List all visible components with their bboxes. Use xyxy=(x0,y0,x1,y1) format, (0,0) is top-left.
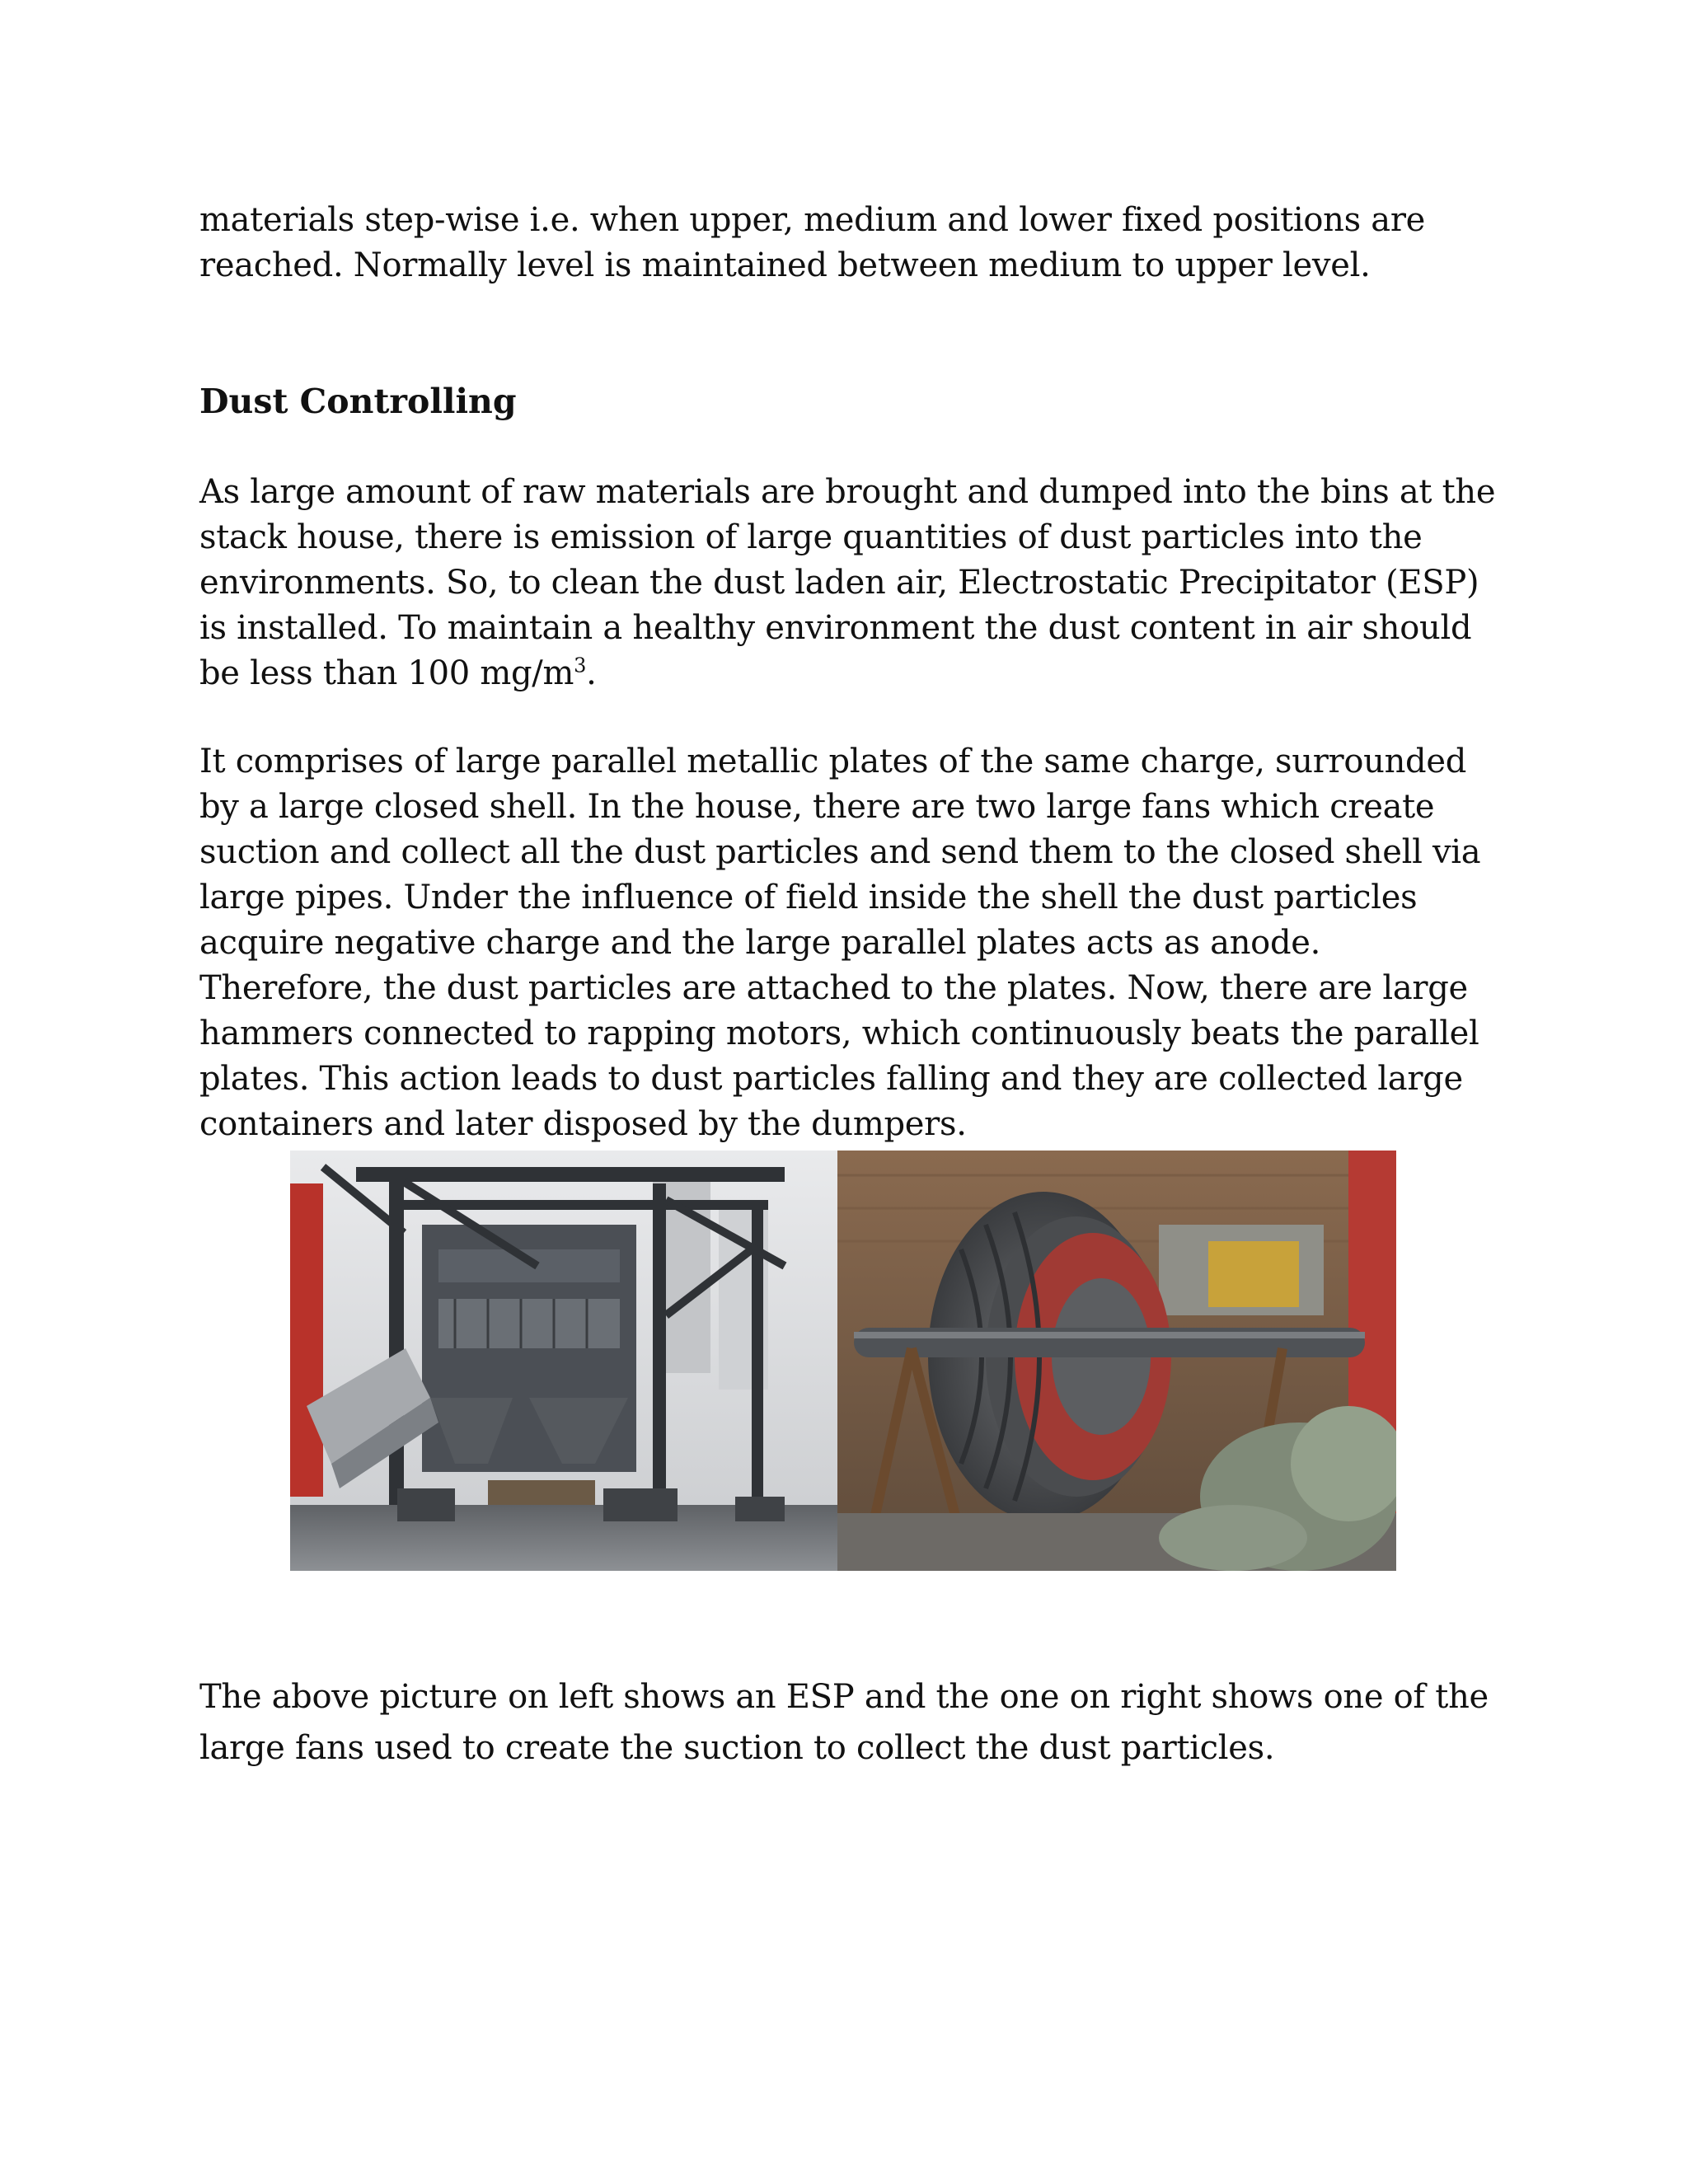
esp-structure-photo xyxy=(290,1151,837,1571)
paragraph-esp-intro-text: As large amount of raw materials are brought and dumped into the bins at the stack house, there is emission of large quantities of dust particles into the environments. So, to clean the dust laden air, Electrostatic Precipitator (ESP) is installed. To maintain a healthy environment the dust content in air should be less than 100 mg/m xyxy=(199,473,1496,692)
esp-structure-illustration xyxy=(290,1151,837,1571)
suction-fan-illustration xyxy=(837,1151,1396,1571)
section-heading: Dust Controlling xyxy=(199,382,517,421)
paragraph-esp-intro-end: . xyxy=(586,654,597,692)
figure-row xyxy=(290,1151,1396,1571)
paragraph-esp-intro xyxy=(199,470,1502,696)
figure-caption: The above picture on left shows an ESP and the one on right shows one of the large fans used to create the suction to collect the dust particles. xyxy=(199,1678,1489,1767)
intro-paragraph: materials step-wise i.e. when upper, medium and lower fixed positions are reached. Normally level is maintained between medium to upper level. xyxy=(199,201,1426,284)
superscript-cubed: 3 xyxy=(574,654,587,677)
paragraph-esp-description: It comprises of large parallel metallic plates of the same charge, surrounded by a large closed shell. In the house, there are two large fans which create suction and collect all the dust particles and send them to the closed shell via large pipes. Under the influence of field inside the shell the dust particles acquire negative charge and the large parallel plates acts as anode. Therefore, the dust particles are attached to the plates. Now, there are large hammers connected to rapping motors, which continuously beats the parallel plates. This action leads to dust particles falling and they are collected large containers and later disposed by the dumpers. xyxy=(199,743,1481,1143)
suction-fan-photo xyxy=(837,1151,1396,1571)
document-body xyxy=(199,198,1502,1147)
